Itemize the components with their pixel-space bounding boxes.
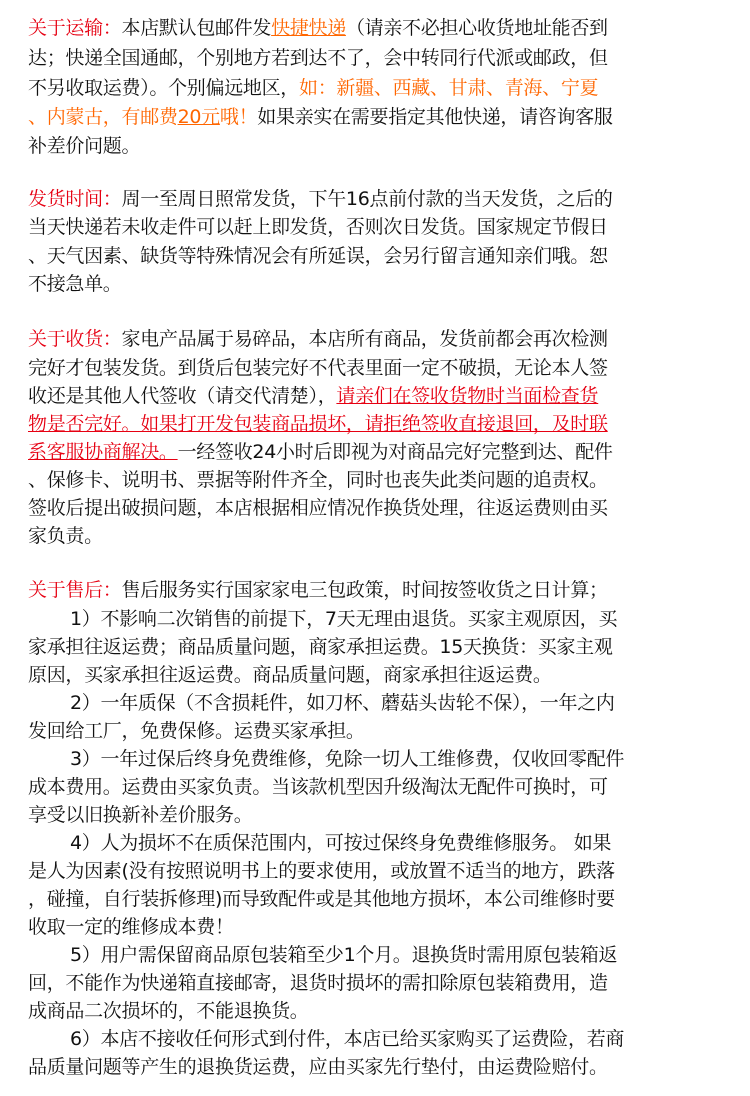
delivery-line-4: 不接急单。 <box>28 273 122 295</box>
receiving-line-3: 收还是其他人代签收（请交代清楚），请亲们在签收货物时当面检查货 <box>28 385 599 407</box>
policy-item-1-line-1: 1）不影响二次销售的前提下，7天无理由退货。买家主观原因，买 <box>70 608 618 630</box>
delivery-heading: 发货时间： <box>28 188 122 210</box>
inspection-warning: 请亲们在签收货物时当面检查货 <box>336 385 599 407</box>
policy-item-5-line-3: 成商品二次损坏的，不能退换货。 <box>28 1000 309 1022</box>
shipping-fee: 20元 <box>177 106 220 128</box>
policy-item-6-line-2: 品质量问题等产生的退换货运费，应由买家先行垫付，由运费险赔付。 <box>28 1056 608 1078</box>
receiving-line-5: 系客服协商解决。一经签收24小时后即视为对商品完好完整到达、配件 <box>28 441 613 463</box>
receiving-line-6: 、保修卡、说明书、票据等附件齐全，同时也丧失此类问题的追责权。 <box>28 469 608 491</box>
remote-regions: 如：新疆、西藏、甘肃、青海、宁夏 <box>299 77 599 99</box>
shipping-line-2: 达；快递全国通邮，个别地方若到达不了，会中转同行代派或邮政，但 <box>28 47 608 69</box>
courier-name: 快捷快递 <box>271 17 346 39</box>
policy-item-6-line-1: 6）本店不接收任何形式到付件，本店已给买家购买了运费险，若商 <box>70 1028 625 1050</box>
shipping-line-5: 补差价问题。 <box>28 135 141 157</box>
receiving-line-2: 完好才包装发货。到货后包装完好不代表里面一定不破损，无论本人签 <box>28 357 608 379</box>
policy-item-1-line-3: 原因，买家承担往返运费。商品质量问题，商家承担往返运费。 <box>28 664 552 686</box>
policy-item-5-line-1: 5）用户需保留商品原包装箱至少1个月。退换货时需用原包装箱返 <box>70 944 618 966</box>
after-sales-intro: 关于售后：售后服务实行国家家电三包政策，时间按签收货之日计算； <box>28 579 608 601</box>
policy-item-3-line-3: 享受以旧换新补差价服务。 <box>28 804 253 826</box>
shipping-heading: 关于运输： <box>28 17 122 39</box>
receiving-heading: 关于收货： <box>28 328 122 350</box>
policy-item-4-line-3: ，碰撞，自行装拆修理)而导致配件或是其他地方损坏，本公司维修时要 <box>28 888 615 910</box>
after-sales-heading: 关于售后： <box>28 579 122 601</box>
policy-item-4-line-4: 收取一定的维修成本费！ <box>28 916 234 938</box>
policy-item-2-line-2: 发回给工厂，免费保修。运费买家承担。 <box>28 720 365 742</box>
policy-item-1-line-2: 家承担往返运费；商品质量问题，商家承担运费。15天换货：买家主观 <box>28 636 613 658</box>
policy-item-4-line-1: 4）人为损坏不在质保范围内，可按过保终身免费维修服务。 如果 <box>70 832 612 854</box>
policy-item-4-line-2: 是人为因素(没有按照说明书上的要求使用，或放置不适当的地方，跌落 <box>28 860 615 882</box>
shipping-line-3: 不另收取运费）。个别偏远地区，如：新疆、西藏、甘肃、青海、宁夏 <box>28 77 599 99</box>
shipping-line-1: 关于运输：本店默认包邮件发快捷快递（请亲不必担心收货地址能否到 <box>28 17 608 39</box>
delivery-line-2: 当天快递若未收走件可以赶上即发货，否则次日发货。国家规定节假日 <box>28 216 608 238</box>
receiving-line-8: 家负责。 <box>28 525 103 547</box>
shipping-line-4: 、内蒙古，有邮费20元哦！如果亲实在需要指定其他快递，请咨询客服 <box>28 106 613 128</box>
delivery-line-3: 、天气因素、缺货等特殊情况会有所延误，会另行留言通知亲们哦。恕 <box>28 245 608 267</box>
policy-item-5-line-2: 回，不能作为快递箱直接邮寄，退货时损坏的需扣除原包装箱费用，造 <box>28 972 608 994</box>
policy-item-3-line-1: 3）一年过保后终身免费维修，免除一切人工维修费，仅收回零配件 <box>70 748 625 770</box>
receiving-line-4: 物是否完好。如果打开发包装商品损坏，请拒绝签收直接退回，及时联 <box>28 413 608 435</box>
delivery-line-1: 发货时间：周一至周日照常发货，下午16点前付款的当天发货，之后的 <box>28 188 613 210</box>
receiving-line-7: 签收后提出破损问题，本店根据相应情况作换货处理，往返运费则由买 <box>28 497 608 519</box>
receiving-line-1: 关于收货：家电产品属于易碎品，本店所有商品，发货前都会再次检测 <box>28 328 608 350</box>
policy-item-3-line-2: 成本费用。运费由买家负责。当该款机型因升级淘汰无配件可换时，可 <box>28 776 608 798</box>
policy-item-2-line-1: 2）一年质保（不含损耗件，如刀杯、蘑菇头齿轮不保），一年之内 <box>70 692 615 714</box>
